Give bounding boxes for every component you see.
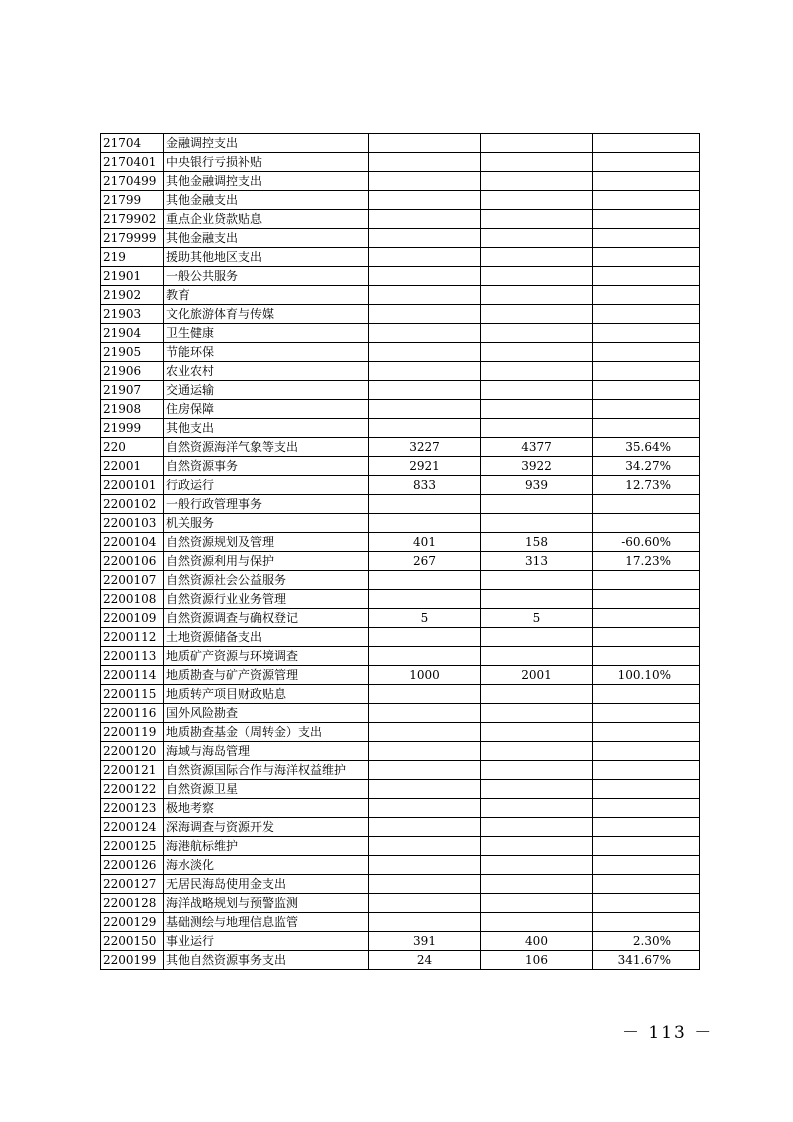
item-name-cell: 事业运行	[164, 932, 369, 951]
table-row	[101, 305, 700, 324]
code-cell: 2200106	[101, 552, 164, 571]
code-cell: 2200115	[101, 685, 164, 704]
amount-curr-cell	[481, 856, 593, 875]
growth-rate-cell	[593, 609, 700, 628]
growth-rate-cell	[593, 248, 700, 267]
code-cell: 21905	[101, 343, 164, 362]
amount-prev-cell	[369, 685, 481, 704]
amount-prev-cell	[369, 628, 481, 647]
item-name-cell: 自然资源海洋气象等支出	[164, 438, 369, 457]
amount-curr-cell	[481, 514, 593, 533]
amount-curr-cell	[481, 590, 593, 609]
table-row	[101, 286, 700, 305]
table-row	[101, 552, 700, 571]
item-name-cell: 其他金融支出	[164, 229, 369, 248]
amount-prev-cell	[369, 172, 481, 191]
amount-curr-cell	[481, 780, 593, 799]
growth-rate-cell	[593, 324, 700, 343]
amount-prev-cell	[369, 742, 481, 761]
amount-prev-cell	[369, 324, 481, 343]
growth-rate-cell: 12.73%	[593, 476, 700, 495]
table-row	[101, 438, 700, 457]
item-name-cell: 国外风险勘查	[164, 704, 369, 723]
amount-curr-cell	[481, 191, 593, 210]
growth-rate-cell	[593, 723, 700, 742]
table-row	[101, 723, 700, 742]
amount-curr-cell: 106	[481, 951, 593, 970]
amount-curr-cell	[481, 419, 593, 438]
item-name-cell: 自然资源事务	[164, 457, 369, 476]
amount-curr-cell	[481, 305, 593, 324]
amount-curr-cell	[481, 761, 593, 780]
table-row	[101, 267, 700, 286]
table-row	[101, 381, 700, 400]
amount-curr-cell: 313	[481, 552, 593, 571]
item-name-cell: 自然资源国际合作与海洋权益维护	[164, 761, 369, 780]
table-row	[101, 533, 700, 552]
code-cell: 2200123	[101, 799, 164, 818]
code-cell: 21907	[101, 381, 164, 400]
growth-rate-cell: 17.23%	[593, 552, 700, 571]
item-name-cell: 援助其他地区支出	[164, 248, 369, 267]
growth-rate-cell	[593, 571, 700, 590]
amount-prev-cell	[369, 590, 481, 609]
code-cell: 2200122	[101, 780, 164, 799]
table-row	[101, 571, 700, 590]
growth-rate-cell	[593, 780, 700, 799]
amount-prev-cell: 267	[369, 552, 481, 571]
amount-curr-cell	[481, 818, 593, 837]
item-name-cell: 其他支出	[164, 419, 369, 438]
growth-rate-cell	[593, 419, 700, 438]
code-cell: 2200150	[101, 932, 164, 951]
amount-curr-cell	[481, 381, 593, 400]
amount-prev-cell	[369, 248, 481, 267]
code-cell: 2179902	[101, 210, 164, 229]
amount-prev-cell	[369, 818, 481, 837]
growth-rate-cell: 35.64%	[593, 438, 700, 457]
item-name-cell: 卫生健康	[164, 324, 369, 343]
table-row	[101, 837, 700, 856]
growth-rate-cell	[593, 343, 700, 362]
table-row	[101, 780, 700, 799]
table-row	[101, 324, 700, 343]
amount-curr-cell	[481, 837, 593, 856]
code-cell: 2200103	[101, 514, 164, 533]
growth-rate-cell	[593, 495, 700, 514]
item-name-cell: 深海调查与资源开发	[164, 818, 369, 837]
item-name-cell: 基础测绘与地理信息监管	[164, 913, 369, 932]
amount-prev-cell	[369, 704, 481, 723]
item-name-cell: 交通运输	[164, 381, 369, 400]
amount-prev-cell	[369, 894, 481, 913]
budget-table-body	[101, 134, 700, 970]
code-cell: 2200109	[101, 609, 164, 628]
amount-prev-cell	[369, 419, 481, 438]
item-name-cell: 重点企业贷款贴息	[164, 210, 369, 229]
growth-rate-cell	[593, 210, 700, 229]
code-cell: 2170499	[101, 172, 164, 191]
amount-curr-cell	[481, 799, 593, 818]
item-name-cell: 地质转产项目财政贴息	[164, 685, 369, 704]
growth-rate-cell	[593, 913, 700, 932]
table-row	[101, 609, 700, 628]
amount-prev-cell	[369, 134, 481, 153]
amount-prev-cell	[369, 647, 481, 666]
amount-curr-cell	[481, 685, 593, 704]
code-cell: 21908	[101, 400, 164, 419]
amount-prev-cell: 2921	[369, 457, 481, 476]
table-row	[101, 704, 700, 723]
item-name-cell: 一般行政管理事务	[164, 495, 369, 514]
code-cell: 21704	[101, 134, 164, 153]
table-row	[101, 172, 700, 191]
amount-curr-cell	[481, 913, 593, 932]
amount-curr-cell: 3922	[481, 457, 593, 476]
growth-rate-cell	[593, 153, 700, 172]
amount-prev-cell	[369, 343, 481, 362]
page-number: － 113 －	[622, 1023, 714, 1043]
amount-curr-cell	[481, 248, 593, 267]
item-name-cell: 海水淡化	[164, 856, 369, 875]
growth-rate-cell	[593, 856, 700, 875]
growth-rate-cell	[593, 305, 700, 324]
code-cell: 2200107	[101, 571, 164, 590]
growth-rate-cell	[593, 761, 700, 780]
amount-curr-cell: 158	[481, 533, 593, 552]
growth-rate-cell	[593, 172, 700, 191]
table-row	[101, 229, 700, 248]
item-name-cell: 节能环保	[164, 343, 369, 362]
code-cell: 2179999	[101, 229, 164, 248]
amount-prev-cell: 1000	[369, 666, 481, 685]
growth-rate-cell	[593, 837, 700, 856]
table-row	[101, 419, 700, 438]
growth-rate-cell	[593, 628, 700, 647]
growth-rate-cell	[593, 362, 700, 381]
table-row	[101, 761, 700, 780]
item-name-cell: 地质矿产资源与环境调查	[164, 647, 369, 666]
table-row	[101, 685, 700, 704]
table-row	[101, 362, 700, 381]
amount-prev-cell	[369, 799, 481, 818]
code-cell: 2200101	[101, 476, 164, 495]
amount-prev-cell	[369, 761, 481, 780]
amount-prev-cell	[369, 362, 481, 381]
amount-prev-cell	[369, 780, 481, 799]
amount-curr-cell	[481, 362, 593, 381]
code-cell: 2200102	[101, 495, 164, 514]
amount-prev-cell: 401	[369, 533, 481, 552]
amount-prev-cell: 391	[369, 932, 481, 951]
code-cell: 2200108	[101, 590, 164, 609]
amount-prev-cell: 3227	[369, 438, 481, 457]
item-name-cell: 地质勘查基金（周转金）支出	[164, 723, 369, 742]
table-row	[101, 153, 700, 172]
amount-prev-cell	[369, 191, 481, 210]
amount-curr-cell	[481, 628, 593, 647]
budget-table	[100, 133, 700, 970]
item-name-cell: 农业农村	[164, 362, 369, 381]
table-row	[101, 590, 700, 609]
amount-prev-cell	[369, 381, 481, 400]
growth-rate-cell	[593, 400, 700, 419]
item-name-cell: 海港航标维护	[164, 837, 369, 856]
amount-curr-cell	[481, 647, 593, 666]
table-row	[101, 666, 700, 685]
item-name-cell: 海域与海岛管理	[164, 742, 369, 761]
amount-prev-cell	[369, 913, 481, 932]
amount-prev-cell: 5	[369, 609, 481, 628]
item-name-cell: 其他金融支出	[164, 191, 369, 210]
table-row	[101, 951, 700, 970]
code-cell: 2200120	[101, 742, 164, 761]
code-cell: 21904	[101, 324, 164, 343]
item-name-cell: 住房保障	[164, 400, 369, 419]
code-cell: 22001	[101, 457, 164, 476]
code-cell: 2200199	[101, 951, 164, 970]
table-row	[101, 210, 700, 229]
amount-curr-cell	[481, 894, 593, 913]
amount-curr-cell	[481, 343, 593, 362]
table-row	[101, 647, 700, 666]
growth-rate-cell	[593, 742, 700, 761]
amount-curr-cell	[481, 723, 593, 742]
amount-prev-cell	[369, 837, 481, 856]
growth-rate-cell	[593, 685, 700, 704]
growth-rate-cell: 341.67%	[593, 951, 700, 970]
amount-curr-cell	[481, 229, 593, 248]
amount-prev-cell	[369, 400, 481, 419]
table-row	[101, 932, 700, 951]
item-name-cell: 极地考察	[164, 799, 369, 818]
code-cell: 2200104	[101, 533, 164, 552]
growth-rate-cell	[593, 229, 700, 248]
amount-prev-cell	[369, 210, 481, 229]
table-row	[101, 248, 700, 267]
amount-curr-cell	[481, 267, 593, 286]
amount-prev-cell	[369, 267, 481, 286]
growth-rate-cell	[593, 134, 700, 153]
code-cell: 219	[101, 248, 164, 267]
growth-rate-cell	[593, 894, 700, 913]
item-name-cell: 金融调控支出	[164, 134, 369, 153]
code-cell: 2200112	[101, 628, 164, 647]
amount-curr-cell	[481, 153, 593, 172]
growth-rate-cell	[593, 875, 700, 894]
amount-curr-cell: 5	[481, 609, 593, 628]
item-name-cell: 无居民海岛使用金支出	[164, 875, 369, 894]
amount-prev-cell: 24	[369, 951, 481, 970]
item-name-cell: 土地资源储备支出	[164, 628, 369, 647]
table-row	[101, 514, 700, 533]
growth-rate-cell: 2.30%	[593, 932, 700, 951]
amount-curr-cell	[481, 571, 593, 590]
item-name-cell: 文化旅游体育与传媒	[164, 305, 369, 324]
code-cell: 2200128	[101, 894, 164, 913]
table-row	[101, 400, 700, 419]
item-name-cell: 自然资源规划及管理	[164, 533, 369, 552]
code-cell: 21902	[101, 286, 164, 305]
table-row	[101, 628, 700, 647]
code-cell: 2200126	[101, 856, 164, 875]
growth-rate-cell: 100.10%	[593, 666, 700, 685]
item-name-cell: 地质勘查与矿产资源管理	[164, 666, 369, 685]
item-name-cell: 自然资源利用与保护	[164, 552, 369, 571]
item-name-cell: 海洋战略规划与预警监测	[164, 894, 369, 913]
code-cell: 2200124	[101, 818, 164, 837]
growth-rate-cell	[593, 590, 700, 609]
table-row	[101, 799, 700, 818]
code-cell: 21999	[101, 419, 164, 438]
code-cell: 2200113	[101, 647, 164, 666]
code-cell: 21903	[101, 305, 164, 324]
table-row	[101, 457, 700, 476]
code-cell: 2200121	[101, 761, 164, 780]
code-cell: 2200116	[101, 704, 164, 723]
growth-rate-cell	[593, 514, 700, 533]
growth-rate-cell	[593, 799, 700, 818]
table-row	[101, 818, 700, 837]
code-cell: 2200119	[101, 723, 164, 742]
table-row	[101, 856, 700, 875]
table-row	[101, 742, 700, 761]
table-row	[101, 495, 700, 514]
amount-prev-cell	[369, 514, 481, 533]
growth-rate-cell: 34.27%	[593, 457, 700, 476]
amount-prev-cell	[369, 229, 481, 248]
growth-rate-cell	[593, 381, 700, 400]
item-name-cell: 行政运行	[164, 476, 369, 495]
amount-prev-cell	[369, 286, 481, 305]
table-row	[101, 191, 700, 210]
amount-curr-cell	[481, 134, 593, 153]
amount-curr-cell: 939	[481, 476, 593, 495]
growth-rate-cell	[593, 267, 700, 286]
item-name-cell: 其他自然资源事务支出	[164, 951, 369, 970]
amount-curr-cell	[481, 286, 593, 305]
item-name-cell: 教育	[164, 286, 369, 305]
item-name-cell: 自然资源调查与确权登记	[164, 609, 369, 628]
amount-curr-cell	[481, 875, 593, 894]
growth-rate-cell	[593, 191, 700, 210]
amount-prev-cell	[369, 875, 481, 894]
growth-rate-cell: -60.60%	[593, 533, 700, 552]
code-cell: 21906	[101, 362, 164, 381]
item-name-cell: 一般公共服务	[164, 267, 369, 286]
item-name-cell: 中央银行亏损补贴	[164, 153, 369, 172]
code-cell: 21901	[101, 267, 164, 286]
growth-rate-cell	[593, 286, 700, 305]
growth-rate-cell	[593, 704, 700, 723]
amount-prev-cell: 833	[369, 476, 481, 495]
amount-prev-cell	[369, 153, 481, 172]
amount-prev-cell	[369, 856, 481, 875]
item-name-cell: 机关服务	[164, 514, 369, 533]
amount-prev-cell	[369, 723, 481, 742]
item-name-cell: 其他金融调控支出	[164, 172, 369, 191]
item-name-cell: 自然资源卫星	[164, 780, 369, 799]
table-row	[101, 343, 700, 362]
table-row	[101, 875, 700, 894]
amount-curr-cell	[481, 742, 593, 761]
code-cell: 2200114	[101, 666, 164, 685]
table-row	[101, 913, 700, 932]
code-cell: 2170401	[101, 153, 164, 172]
amount-curr-cell	[481, 172, 593, 191]
growth-rate-cell	[593, 818, 700, 837]
amount-prev-cell	[369, 495, 481, 514]
table-row	[101, 894, 700, 913]
amount-curr-cell: 4377	[481, 438, 593, 457]
amount-curr-cell: 400	[481, 932, 593, 951]
code-cell: 21799	[101, 191, 164, 210]
item-name-cell: 自然资源行业业务管理	[164, 590, 369, 609]
amount-curr-cell	[481, 324, 593, 343]
amount-curr-cell	[481, 495, 593, 514]
growth-rate-cell	[593, 647, 700, 666]
amount-prev-cell	[369, 305, 481, 324]
code-cell: 220	[101, 438, 164, 457]
code-cell: 2200129	[101, 913, 164, 932]
table-row	[101, 476, 700, 495]
amount-curr-cell	[481, 704, 593, 723]
table-row	[101, 134, 700, 153]
amount-prev-cell	[369, 571, 481, 590]
code-cell: 2200125	[101, 837, 164, 856]
code-cell: 2200127	[101, 875, 164, 894]
amount-curr-cell	[481, 400, 593, 419]
amount-curr-cell	[481, 210, 593, 229]
item-name-cell: 自然资源社会公益服务	[164, 571, 369, 590]
amount-curr-cell: 2001	[481, 666, 593, 685]
